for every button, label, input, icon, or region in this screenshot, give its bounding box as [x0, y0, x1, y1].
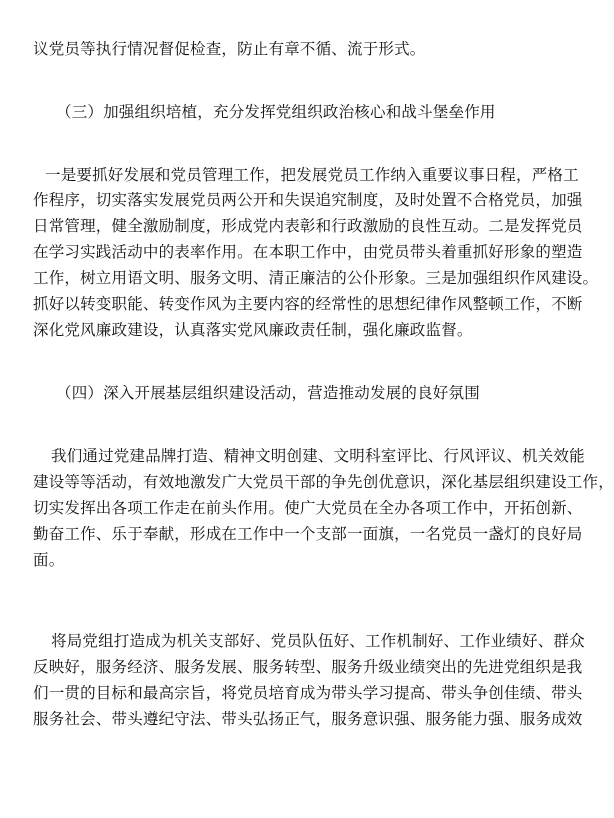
section-3-line: 作程序，切实落实发展党员两公开和失误追究制度，及时处置不合格党员，加强	[33, 191, 583, 209]
section-4-line: 切实发挥出各项工作走在前头作用。使广大党员在全办各项工作中，开拓创新、	[33, 499, 583, 517]
section-3-line: 一是要抓好发展和党员管理工作，把发展党员工作纳入重要议事日程，严格工	[45, 166, 579, 184]
intro-line: 议党员等执行情况督促检查，防止有章不循、流于形式。	[33, 40, 426, 58]
section-4-line: 建设等等活动，有效地激发广大党员干部的争先创优意识，深化基层组织建设工作，	[33, 473, 614, 491]
closing-line: 们一贯的目标和最高宗旨，将党员培育成为带头学习提高、带头争创佳绩、带头	[33, 684, 583, 702]
section-3-heading: （三）加强组织培植，充分发挥党组织政治核心和战斗堡垒作用	[56, 103, 496, 121]
section-4-line: 勤奋工作、乐于奉献，形成在工作中一个支部一面旗，一名党员一盏灯的良好局	[33, 525, 583, 543]
section-4-line: 面。	[33, 551, 65, 569]
section-3-line: 日常管理，健全激励制度，形成党内表彰和行政激励的良性互动。二是发挥党员	[33, 217, 583, 235]
closing-line: 服务社会、带头遵纪守法、带头弘扬正气，服务意识强、服务能力强、服务成效	[33, 710, 583, 728]
section-3-line: 在学习实践活动中的表率作用。在本职工作中，由党员带头着重抓好形象的塑造	[33, 243, 583, 261]
closing-line: 将局党组打造成为机关支部好、党员队伍好、工作机制好、工作业绩好、群众	[51, 632, 585, 650]
section-4-line: 我们通过党建品牌打造、精神文明创建、文明科室评比、行风评议、机关效能	[51, 447, 585, 465]
section-3-line: 工作，树立用语文明、服务文明、清正廉洁的公仆形象。三是加强组织作风建设。	[33, 269, 599, 287]
section-4-heading: （四）深入开展基层组织建设活动，营造推动发展的良好氛围	[56, 384, 480, 402]
section-3-line: 深化党风廉政建设，认真落实党风廉政责任制，强化廉政监督。	[33, 321, 473, 339]
closing-line: 反映好，服务经济、服务发展、服务转型、服务升级业绩突出的先进党组织是我	[33, 658, 583, 676]
section-3-line: 抓好以转变职能、转变作风为主要内容的经常性的思想纪律作风整顿工作，不断	[33, 295, 583, 313]
